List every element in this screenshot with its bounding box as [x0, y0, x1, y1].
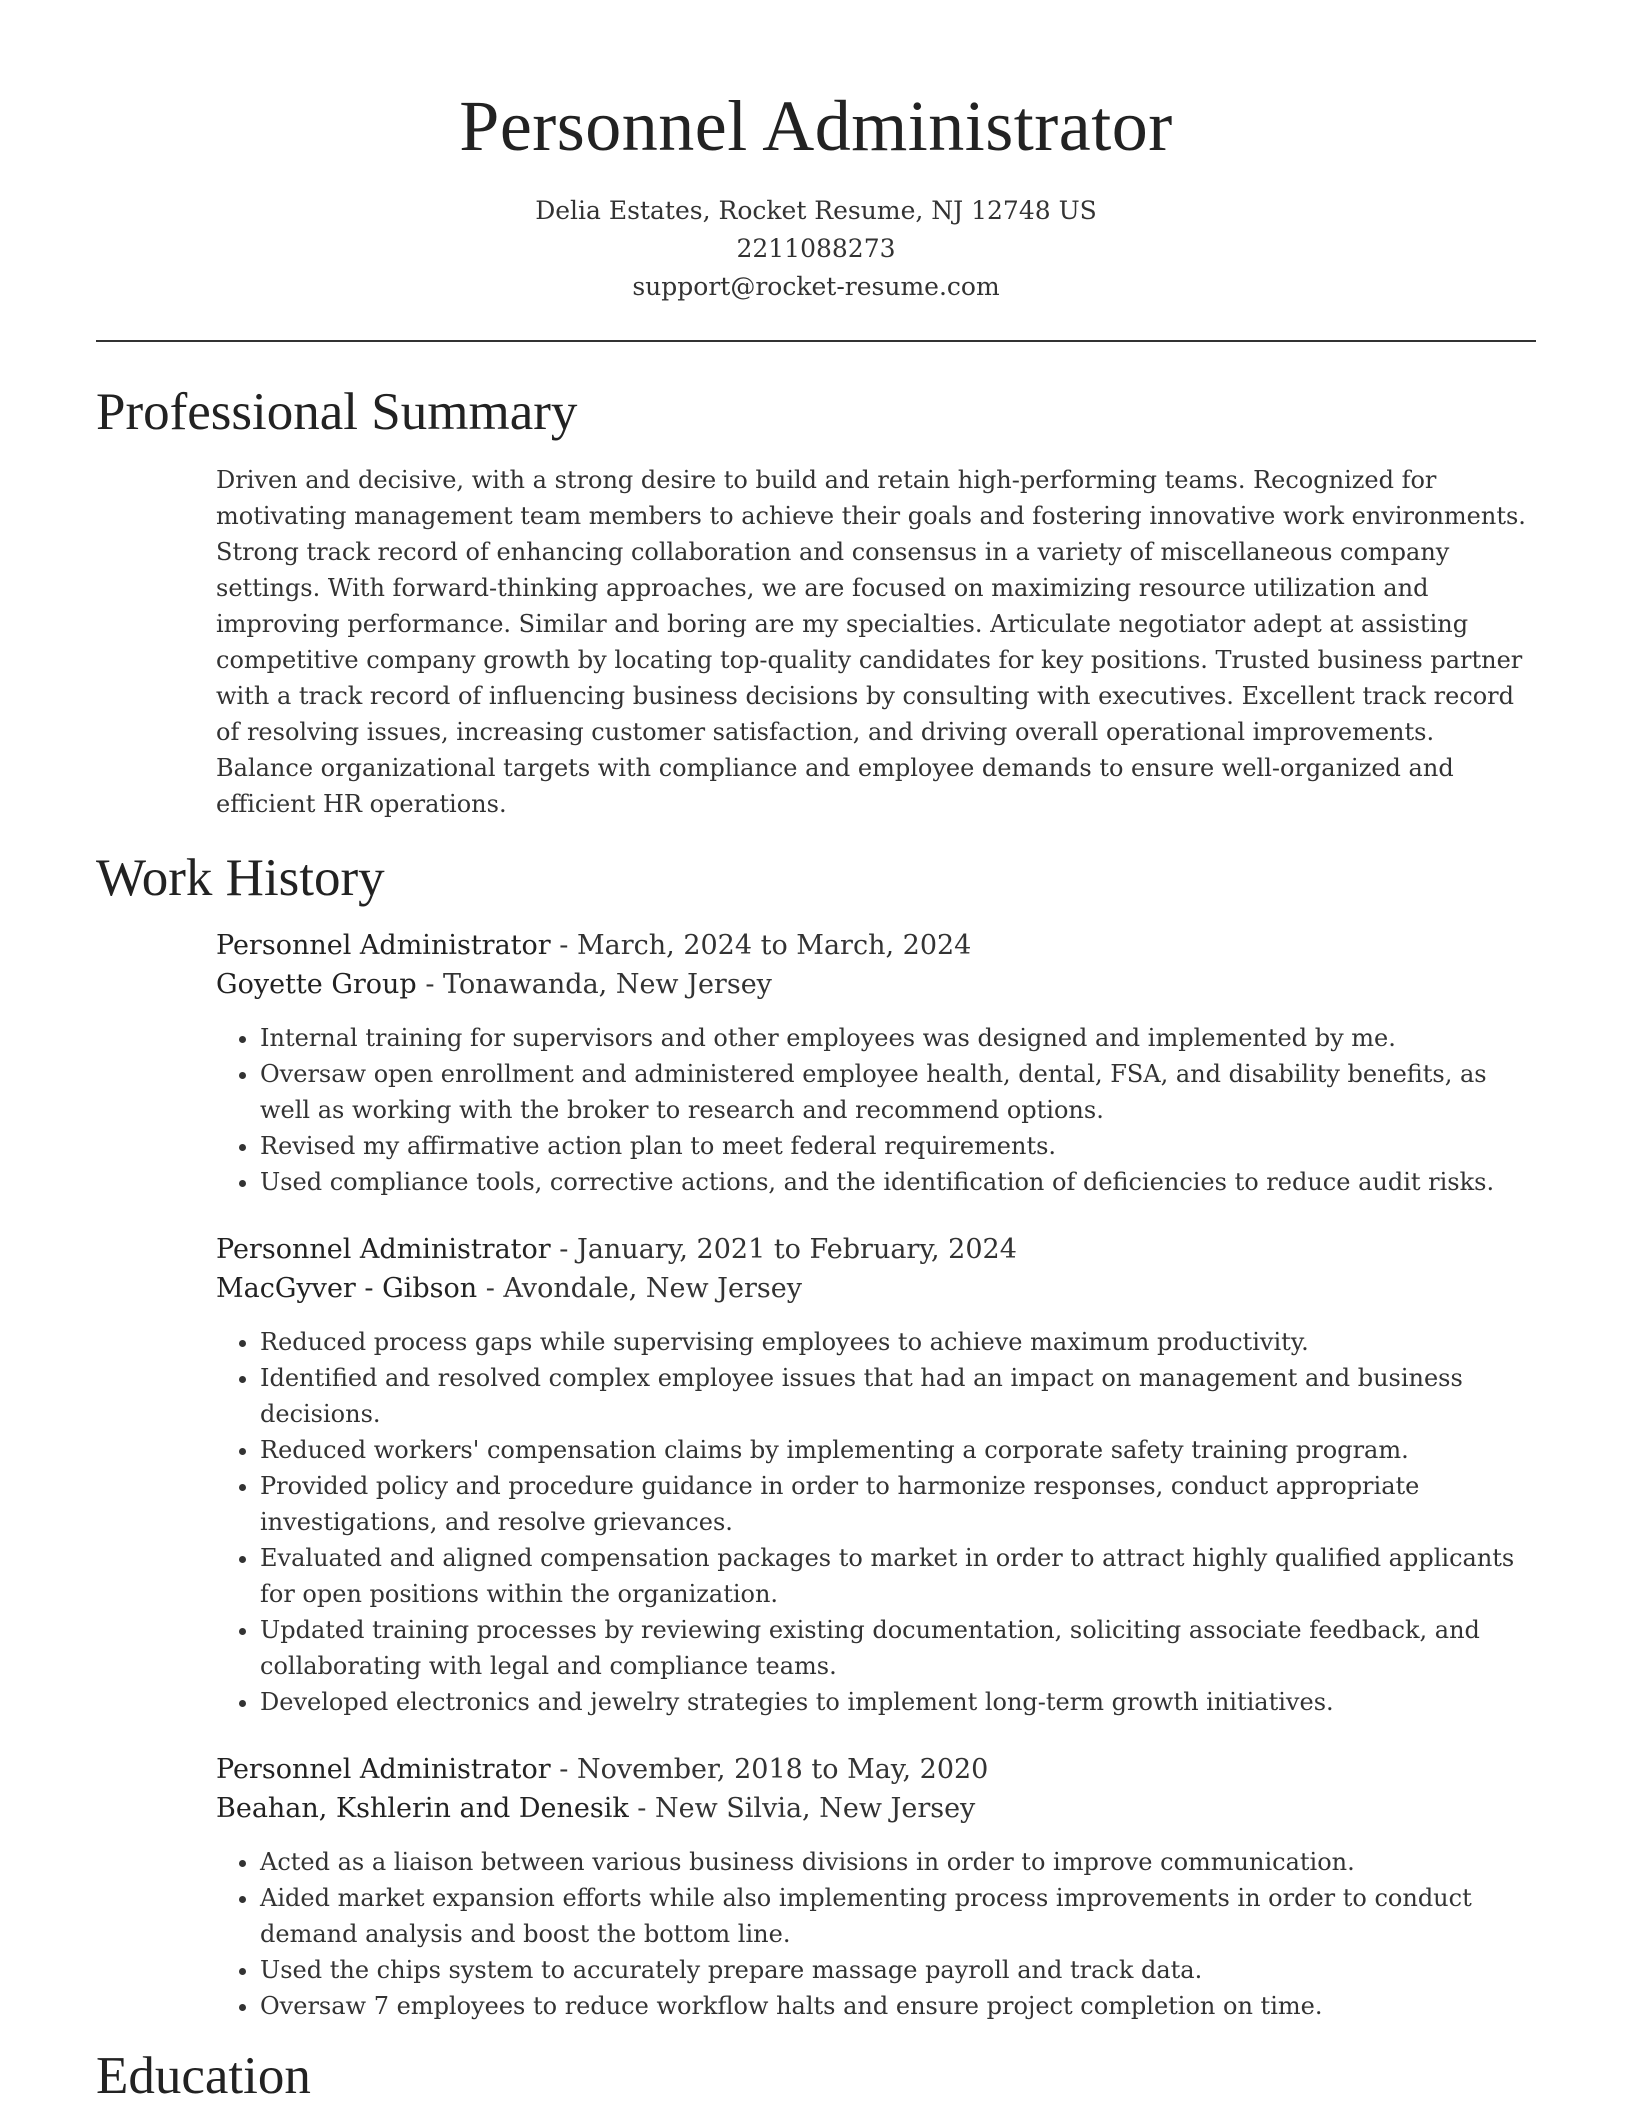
job-role: Personnel Administrator — [216, 930, 551, 961]
job-company: MacGyver - Gibson — [216, 1273, 478, 1304]
contact-email: support@rocket-resume.com — [632, 272, 1000, 301]
separator: - — [550, 1234, 577, 1265]
job-bullet: • Used the chips system to accurately prepare massage payroll and track data. — [260, 1952, 1536, 1988]
job-role: Personnel Administrator — [216, 1234, 551, 1265]
job-location: New Silvia, New Jersey — [655, 1793, 976, 1824]
separator: - — [416, 969, 444, 1000]
job-bullet: • Internal training for supervisors and other employees was designed and implemented by me. — [260, 1020, 1536, 1056]
job-bullet: • Updated training processes by reviewing existing documentation, soliciting associate feedback, and collaborating with legal and compliance teams. — [260, 1612, 1536, 1684]
summary-text: Driven and decisive, with a strong desire to build and retain high-performing teams. Recognized for motivating management team members to achieve their goals and fostering innovative work environments. Strong track record of enhancing collaboration and consensus in a variety of miscellaneous company settings. With forward-thinking approaches, we are focused on maximizing resource utilization and improving performance. Similar and boring are my specialties. Articulate negotiator adept at assisting competitive company growth by locating top-quality candidates for key positions. Trusted business partner with a track record of influencing business decisions by consulting with executives. Excellent track record of resolving issues, increasing customer satisfaction, and driving overall operational improvements. Balance organizational targets with compliance and employee demands to ensure well-organized and efficient HR operations. — [216, 466, 1526, 818]
job-role-line — [216, 1230, 1536, 1269]
job-bullet: • Reduced workers' compensation claims by implementing a corporate safety training program. — [260, 1432, 1536, 1468]
job-dates: November, 2018 to May, 2020 — [577, 1754, 989, 1785]
job-bullet: • Used compliance tools, corrective actions, and the identification of deficiencies to reduce audit risks. — [260, 1164, 1536, 1200]
job-company: Beahan, Kshlerin and Denesik — [216, 1793, 629, 1824]
applicant-title: Personnel Administrator — [459, 86, 1173, 166]
job-bullet: • Developed electronics and jewelry strategies to implement long-term growth initiatives. — [260, 1684, 1536, 1720]
work-history-heading: Work History — [96, 849, 385, 907]
job-dates: January, 2021 to February, 2024 — [577, 1234, 1017, 1265]
separator: - — [628, 1793, 655, 1824]
job-bullet: • Acted as a liaison between various business divisions in order to improve communication. — [260, 1844, 1536, 1880]
separator: - — [550, 930, 577, 961]
job-company-line — [216, 1789, 1536, 1828]
job-role-line — [216, 926, 1536, 965]
job-bullet: • Evaluated and aligned compensation packages to market in order to attract highly qualified applicants for open positions within the organization. — [260, 1540, 1536, 1612]
job-bullet: • Oversaw 7 employees to reduce workflow halts and ensure project completion on time. — [260, 1988, 1536, 2024]
job-bullets — [216, 1020, 1536, 1200]
job-role: Personnel Administrator — [216, 1754, 551, 1785]
resume-header — [96, 0, 1536, 306]
job-bullet: • Oversaw open enrollment and administered employee health, dental, FSA, and disability benefits, as well as working with the broker to research and recommend options. — [260, 1056, 1536, 1128]
job-bullets — [216, 1324, 1536, 1720]
job-bullet: • Identified and resolved complex employee issues that had an impact on management and business decisions. — [260, 1360, 1536, 1432]
contact-block — [96, 192, 1536, 306]
job-company-line — [216, 1269, 1536, 1308]
job-company-line — [216, 965, 1536, 1004]
contact-address: Delia Estates, Rocket Resume, NJ 12748 US — [535, 196, 1097, 225]
work-history-list — [96, 926, 1536, 2024]
job-bullet: • Provided policy and procedure guidance in order to harmonize responses, conduct appropriate investigations, and resolve grievances. — [260, 1468, 1536, 1540]
job-role-line — [216, 1750, 1536, 1789]
education-heading: Education — [96, 2047, 311, 2105]
header-divider — [96, 340, 1536, 342]
summary-heading: Professional Summary — [96, 383, 578, 441]
job-bullet: • Aided market expansion efforts while also implementing process improvements in order to conduct demand analysis and boost the bottom line. — [260, 1880, 1536, 1952]
job-dates: March, 2024 to March, 2024 — [577, 930, 972, 961]
contact-phone: 2211088273 — [736, 234, 896, 263]
resume-page — [96, 0, 1536, 2108]
job-entry — [216, 926, 1536, 1200]
separator: - — [477, 1273, 504, 1304]
job-bullets — [216, 1844, 1536, 2024]
job-entry — [216, 1750, 1536, 2024]
job-location: Avondale, New Jersey — [503, 1273, 802, 1304]
job-company: Goyette Group — [216, 969, 417, 1000]
separator: - — [550, 1754, 577, 1785]
job-location: Tonawanda, New Jersey — [443, 969, 772, 1000]
job-bullet: • Revised my affirmative action plan to meet federal requirements. — [260, 1128, 1536, 1164]
job-entry — [216, 1230, 1536, 1720]
job-bullet: • Reduced process gaps while supervising employees to achieve maximum productivity. — [260, 1324, 1536, 1360]
